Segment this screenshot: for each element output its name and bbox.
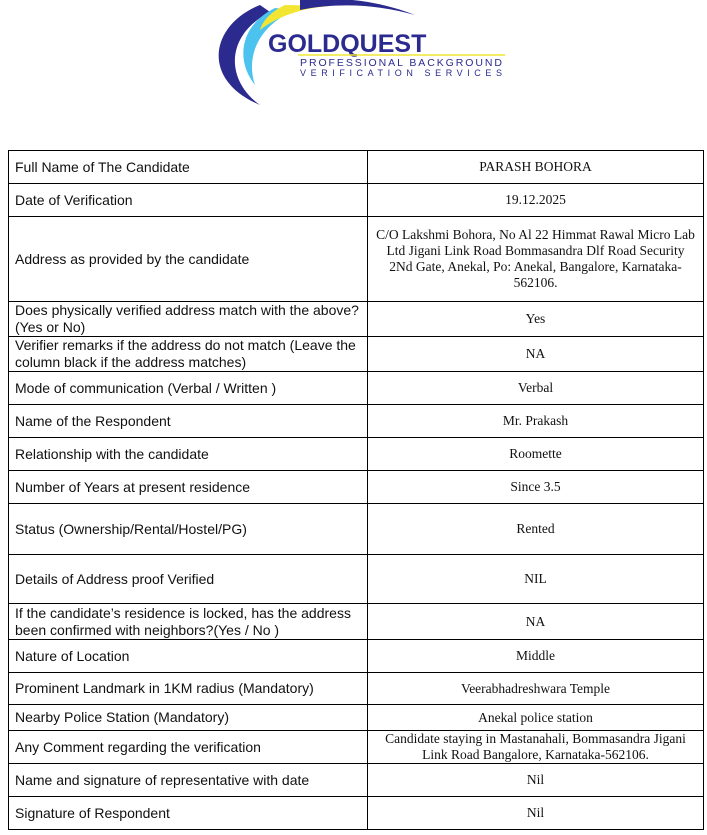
field-value: Middle — [368, 640, 704, 673]
field-value: C/O Lakshmi Bohora, No Al 22 Himmat Rawal Micro Lab Ltd Jigani Link Road Bommasandra Dlf Road Security 2Nd Gate, Anekal, Po: Anekal, Bangalore, Karnataka-562106. — [368, 217, 704, 302]
table-row — [9, 604, 704, 640]
table-row — [9, 764, 704, 797]
field-label: Any Comment regarding the verification — [9, 731, 368, 764]
field-value: Nil — [368, 764, 704, 797]
field-value: Veerabhadreshwara Temple — [368, 673, 704, 705]
table-row — [9, 438, 704, 471]
table-row — [9, 504, 704, 555]
table-row — [9, 217, 704, 302]
field-label: Nature of Location — [9, 640, 368, 673]
field-value: Yes — [368, 302, 704, 337]
field-value: Candidate staying in Mastanahali, Bommasandra Jigani Link Road Bangalore, Karnataka-562106. — [368, 731, 704, 764]
field-value: Verbal — [368, 372, 704, 405]
table-row — [9, 372, 704, 405]
svg-text:GOLDQUEST: GOLDQUEST — [268, 30, 427, 58]
field-value: Rented — [368, 504, 704, 555]
field-value: PARASH BOHORA — [368, 151, 704, 184]
field-label: Signature of Respondent — [9, 797, 368, 830]
goldquest-logo — [200, 0, 510, 110]
field-label: Date of Verification — [9, 184, 368, 217]
table-row — [9, 471, 704, 504]
field-label: Status (Ownership/Rental/Hostel/PG) — [9, 504, 368, 555]
svg-text:PROFESSIONAL BACKGROUND: PROFESSIONAL BACKGROUND — [300, 57, 502, 69]
verification-table — [8, 150, 704, 830]
field-label: Address as provided by the candidate — [9, 217, 368, 302]
table-row — [9, 797, 704, 830]
field-label: Name and signature of representative with date — [9, 764, 368, 797]
table-row — [9, 184, 704, 217]
field-label: Full Name of The Candidate — [9, 151, 368, 184]
field-label: Details of Address proof Verified — [9, 555, 368, 604]
field-label: Name of the Respondent — [9, 405, 368, 438]
field-value: Nil — [368, 797, 704, 830]
svg-text:VERIFICATION SERVICES: VERIFICATION SERVICES — [300, 68, 502, 78]
field-value: NA — [368, 337, 704, 372]
table-row — [9, 405, 704, 438]
field-value: 19.12.2025 — [368, 184, 704, 217]
table-row — [9, 705, 704, 731]
field-label: Nearby Police Station (Mandatory) — [9, 705, 368, 731]
table-row — [9, 555, 704, 604]
field-value: Since 3.5 — [368, 471, 704, 504]
table-row — [9, 151, 704, 184]
field-label: If the candidate’s residence is locked, has the address been confirmed with neighbors?(Yes / No ) — [9, 604, 368, 640]
field-label: Number of Years at present residence — [9, 471, 368, 504]
table-row — [9, 731, 704, 764]
field-value: Mr. Prakash — [368, 405, 704, 438]
field-label: Relationship with the candidate — [9, 438, 368, 471]
field-label: Prominent Landmark in 1KM radius (Mandatory) — [9, 673, 368, 705]
field-value: NIL — [368, 555, 704, 604]
table-row — [9, 302, 704, 337]
table-row — [9, 673, 704, 705]
table-row — [9, 337, 704, 372]
field-label: Verifier remarks if the address do not match (Leave the column black if the address matches) — [9, 337, 368, 372]
field-label: Does physically verified address match with the above? (Yes or No) — [9, 302, 368, 337]
field-value: Roomette — [368, 438, 704, 471]
field-value: Anekal police station — [368, 705, 704, 731]
field-value: NA — [368, 604, 704, 640]
field-label: Mode of communication (Verbal / Written ) — [9, 372, 368, 405]
table-row — [9, 640, 704, 673]
